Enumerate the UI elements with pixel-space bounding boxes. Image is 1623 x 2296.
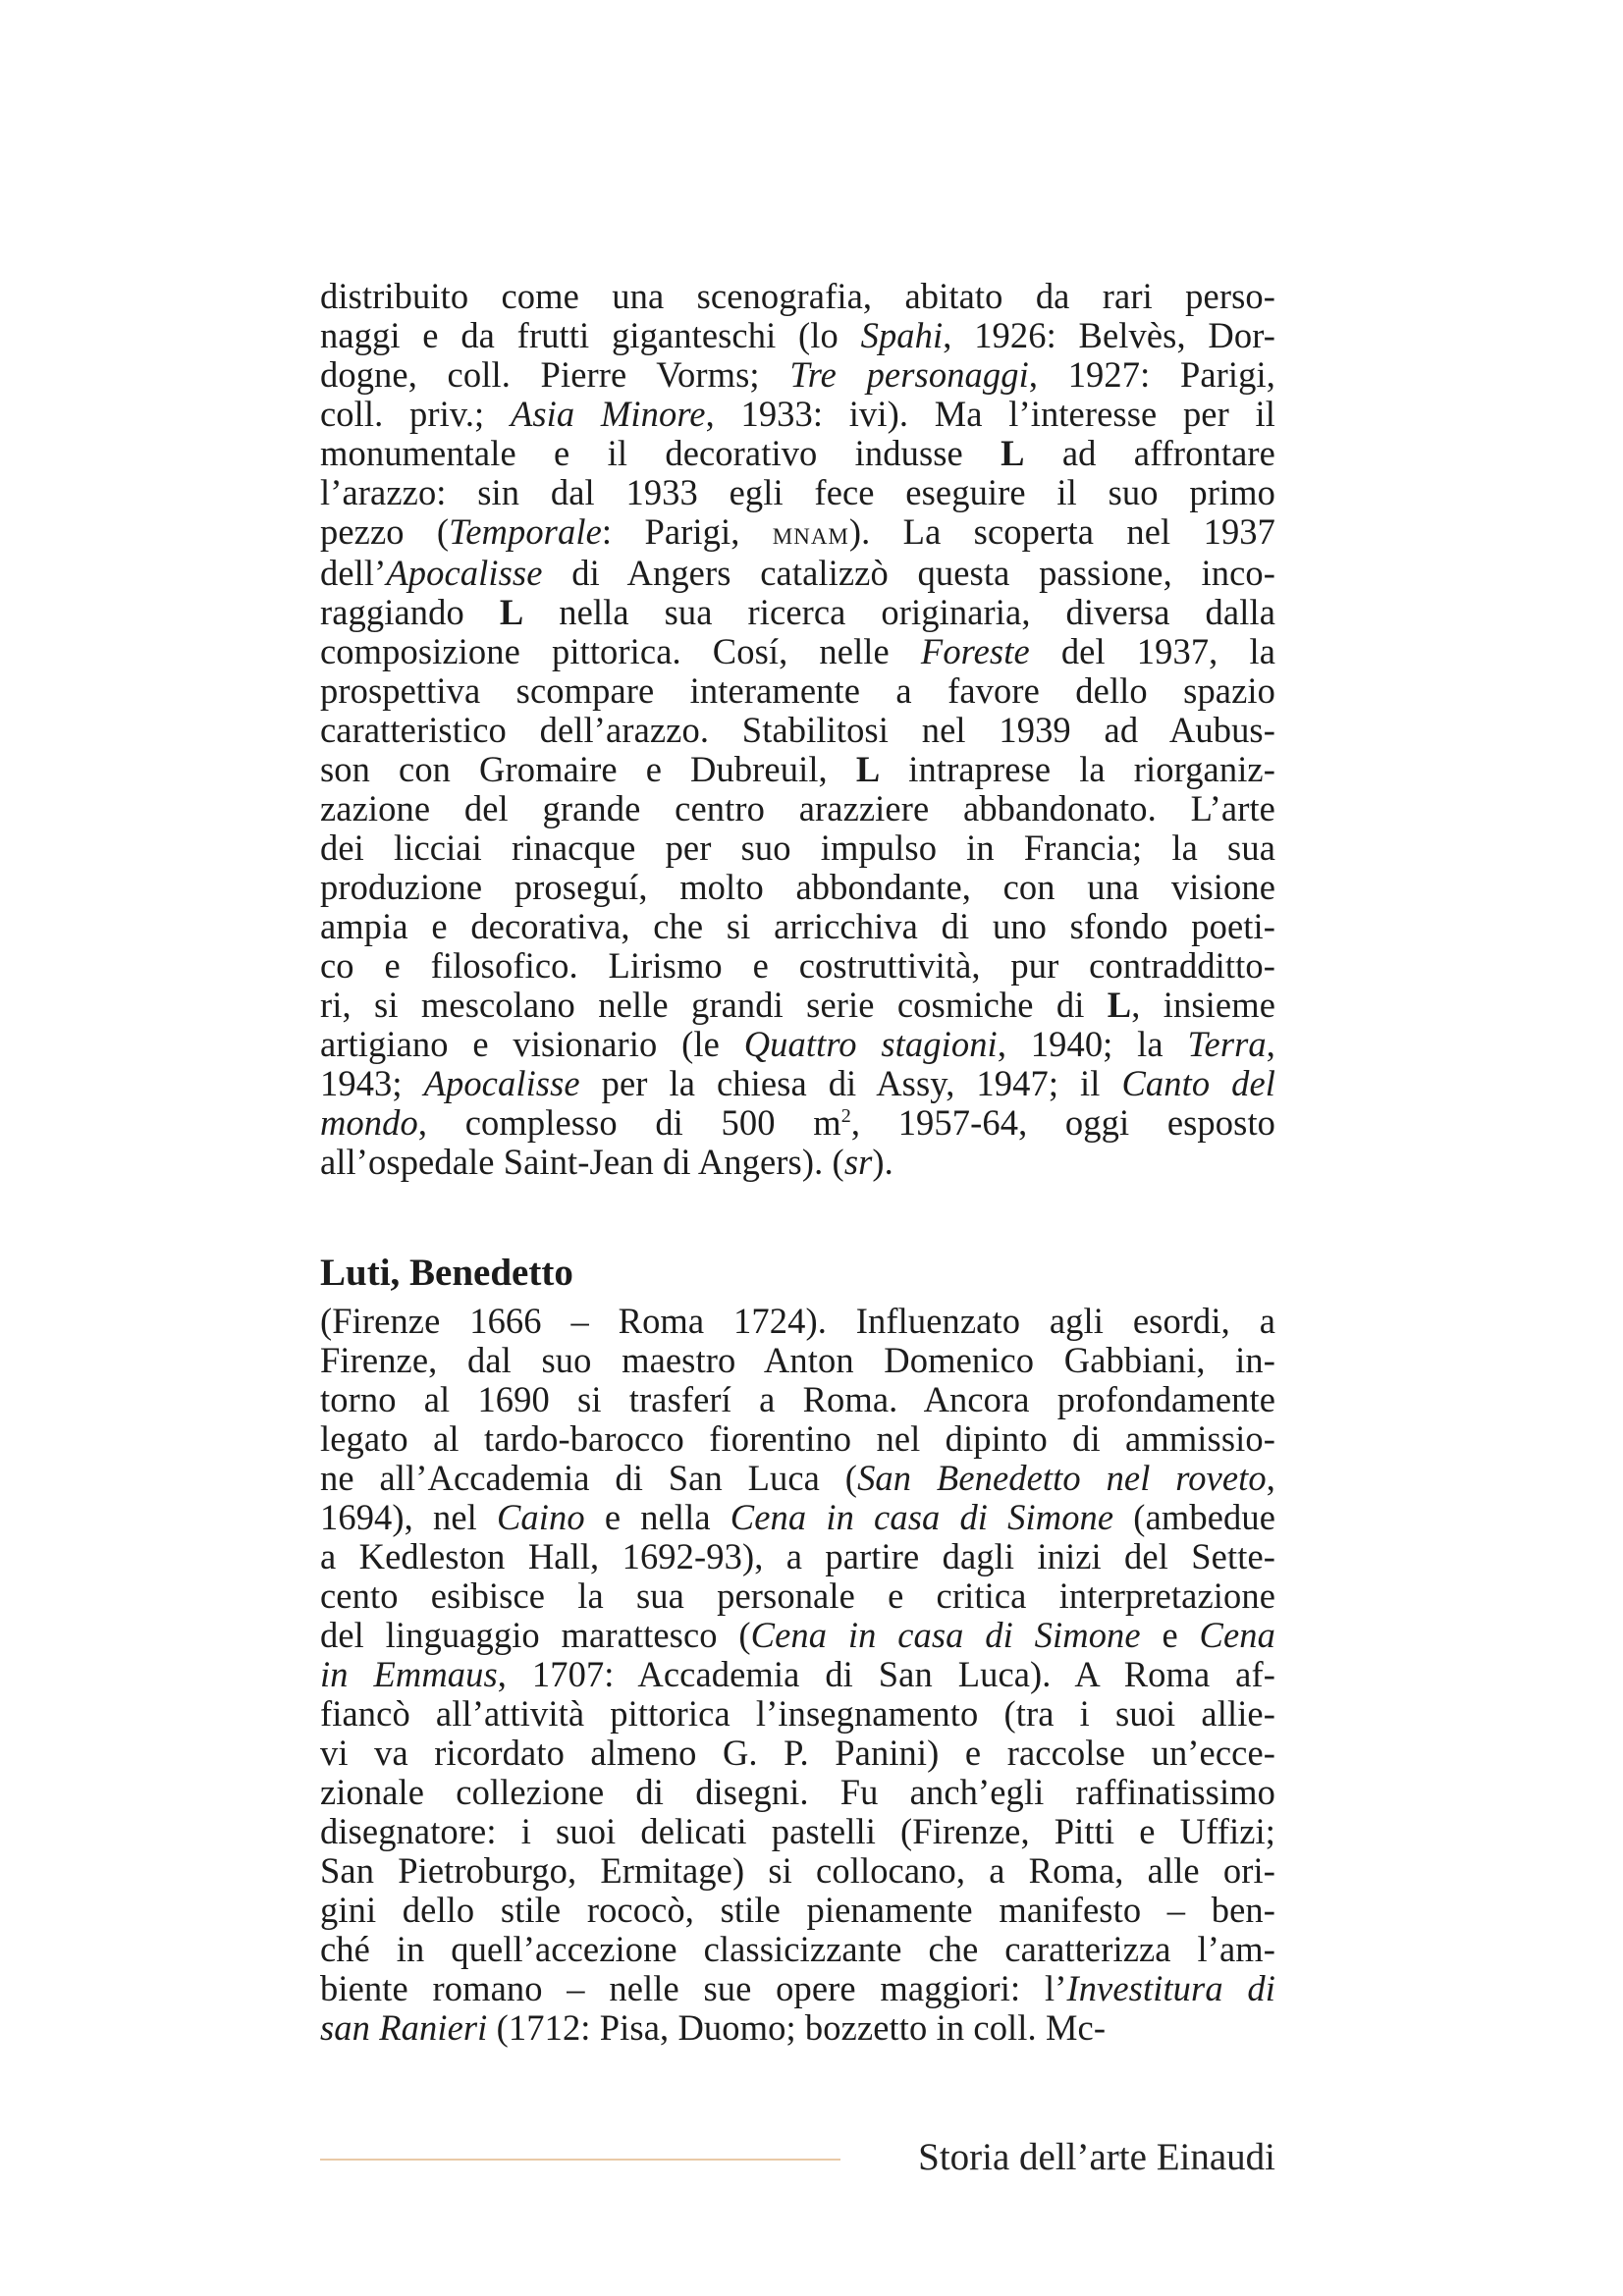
entry-line xyxy=(320,1694,1275,1734)
text-run: , insieme xyxy=(1131,985,1275,1025)
entry_prev-line xyxy=(320,277,1275,316)
entry-line xyxy=(320,1576,1275,1616)
text-run: 1694), nel xyxy=(320,1497,497,1537)
text-run: Cena xyxy=(1199,1615,1275,1655)
entry_prev-line xyxy=(320,395,1275,434)
text-run: ampia e decorativa, che si arricchiva di uno sfondo poeti- xyxy=(320,906,1275,946)
text-run: all’ospedale Saint-Jean di Angers). ( xyxy=(320,1142,844,1182)
entry_prev-line xyxy=(320,946,1275,986)
entry_prev-line xyxy=(320,434,1275,473)
entry-line xyxy=(320,1969,1275,2008)
text-run: disegnatore: i suoi delicati pastelli (Firenze, Pitti e Uffizi; xyxy=(320,1811,1275,1851)
text-run: Quattro stagioni xyxy=(743,1024,998,1064)
entry-line xyxy=(320,1851,1275,1891)
text-run: 1943; xyxy=(320,1063,424,1103)
text-run: ). La scoperta nel 1937 xyxy=(848,511,1275,552)
text-run: zionale collezione di disegni. Fu anch’egli raffinatissimo xyxy=(320,1772,1276,1812)
text-run: del linguaggio marattesco ( xyxy=(320,1615,751,1655)
text-run: Apocalisse xyxy=(423,1063,580,1103)
text-run: dell’ xyxy=(320,553,387,593)
text-run: pezzo ( xyxy=(320,511,450,552)
entry-line xyxy=(320,1812,1275,1851)
entry_prev-line xyxy=(320,593,1275,632)
previous-entry-continuation xyxy=(320,277,1275,1182)
text-run: , 1927: Parigi, xyxy=(1028,354,1275,395)
text-run: mnam xyxy=(772,516,849,552)
text-run: ché in quell’accezione classicizzante che caratterizza l’am- xyxy=(320,1929,1276,1969)
text-run: a Kedleston Hall, 1692-93), a partire dagli inizi del Sette- xyxy=(320,1536,1275,1576)
text-run: prospettiva scompare interamente a favore dello spazio xyxy=(320,670,1275,711)
entry-heading: Luti, Benedetto xyxy=(320,1252,573,1294)
text-run: nella sua ricerca originaria, diversa dalla xyxy=(523,592,1275,632)
entry_prev-line xyxy=(320,554,1275,593)
text-run: Foreste xyxy=(920,631,1030,671)
entry-line xyxy=(320,1302,1275,1341)
entry_prev-line xyxy=(320,671,1275,711)
text-run: in Emmaus xyxy=(320,1654,498,1694)
text-run: Firenze, dal suo maestro Anton Domenico Gabbiani, in- xyxy=(320,1340,1275,1380)
text-run: Cena in casa di Simone xyxy=(730,1497,1114,1537)
entry-line xyxy=(320,2008,1275,2048)
text-run: ad affrontare xyxy=(1024,433,1275,473)
text-run: coll. priv.; xyxy=(320,394,511,434)
entry_prev-line xyxy=(320,1143,1275,1182)
entry_prev-line xyxy=(320,473,1275,512)
entry_prev-line xyxy=(320,750,1275,789)
entry-line xyxy=(320,1891,1275,1930)
entry-body xyxy=(320,1302,1275,2048)
entry-line xyxy=(320,1498,1275,1537)
entry-line xyxy=(320,1616,1275,1655)
text-run: ). xyxy=(872,1142,893,1182)
text-run: vi va ricordato almeno G. P. Panini) e raccolse un’ecce- xyxy=(320,1733,1276,1773)
entry-line xyxy=(320,1459,1275,1498)
text-run: monumentale e il decorativo indusse xyxy=(320,433,1001,473)
text-run: zazione del grande centro arazziere abbandonato. L’arte xyxy=(320,788,1275,828)
text-run: san Ranieri xyxy=(320,2007,488,2048)
text-run: son con Gromaire e Dubreuil, xyxy=(320,749,856,789)
text-run: caratteristico dell’arazzo. Stabilitosi nel 1939 ad Aubus- xyxy=(320,710,1275,750)
text-run: L xyxy=(1001,433,1025,473)
text-run: per la chiesa di Assy, 1947; il xyxy=(579,1063,1122,1103)
entry_prev-line xyxy=(320,986,1275,1025)
entry_prev-line xyxy=(320,789,1275,828)
text-run: co e filosofico. Lirismo e costruttività, pur contradditto- xyxy=(320,945,1276,986)
text-run: : Parigi, xyxy=(601,511,773,552)
text-run: , 1933: ivi). Ma l’interesse per il xyxy=(705,394,1275,434)
entry-line xyxy=(320,1930,1275,1969)
text-run: biente romano – nelle sue opere maggiori: l’ xyxy=(320,1968,1067,2008)
text-run: Canto del xyxy=(1121,1063,1276,1103)
text-run: ne all’Accademia di San Luca ( xyxy=(320,1458,858,1498)
text-run: Temporale xyxy=(449,511,602,552)
text-run: intraprese la riorganiz- xyxy=(880,749,1275,789)
text-run: l’arazzo: sin dal 1933 egli fece eseguire il suo primo xyxy=(320,472,1276,512)
entry_prev-line xyxy=(320,1025,1275,1064)
entry_prev-line xyxy=(320,711,1275,750)
text-run: (1712: Pisa, Duomo; bozzetto in coll. Mc- xyxy=(487,2007,1107,2048)
entry_prev-line xyxy=(320,355,1275,395)
text-run: Terra xyxy=(1187,1024,1267,1064)
entry-line xyxy=(320,1655,1275,1694)
text-run: L xyxy=(1107,985,1132,1025)
page-footer xyxy=(320,2135,1275,2182)
entry-line xyxy=(320,1380,1275,1419)
text-run: (ambedue xyxy=(1113,1497,1276,1537)
text-run: raggiando xyxy=(320,592,500,632)
text-run: , 1940; la xyxy=(997,1024,1188,1064)
text-run: , complesso di 500 m xyxy=(417,1102,841,1143)
text-run: Cena in casa di Simone xyxy=(750,1615,1141,1655)
text-run: Tre personaggi xyxy=(789,354,1029,395)
text-run: dei licciai rinacque per suo impulso in Francia; la sua xyxy=(320,828,1275,868)
entry-separator xyxy=(320,1182,1275,1253)
text-run: L xyxy=(499,592,524,632)
text-run: 2 xyxy=(840,1104,851,1127)
text-run: composizione pittorica. Cosí, nelle xyxy=(320,631,921,671)
entry-line xyxy=(320,1341,1275,1380)
entry_prev-line xyxy=(320,1064,1275,1103)
entry-line xyxy=(320,1773,1275,1812)
text-run: mondo xyxy=(320,1102,418,1143)
text-run: di Angers catalizzò questa passione, inco- xyxy=(542,553,1275,593)
text-run: dogne, coll. Pierre Vorms; xyxy=(320,354,790,395)
entry-line xyxy=(320,1537,1275,1576)
text-run: produzione proseguí, molto abbondante, con una visione xyxy=(320,867,1276,907)
text-run: ri, si mescolano nelle grandi serie cosmiche di xyxy=(320,985,1108,1025)
text-run: torno al 1690 si trasferí a Roma. Ancora profondamente xyxy=(320,1379,1276,1419)
text-run: Spahi xyxy=(860,315,944,355)
text-run: Apocalisse xyxy=(386,553,543,593)
entry_prev-line xyxy=(320,868,1275,907)
text-run: e nella xyxy=(584,1497,730,1537)
text-run: , 1707: Accademia di San Luca). A Roma af- xyxy=(497,1654,1275,1694)
text-run: naggi e da frutti giganteschi (lo xyxy=(320,315,861,355)
text-run: , xyxy=(1266,1024,1276,1064)
text-run: e xyxy=(1140,1615,1200,1655)
text-run: fiancò all’attività pittorica l’insegnamento (tra i suoi allie- xyxy=(320,1693,1275,1734)
text-run: Caino xyxy=(496,1497,585,1537)
text-run: Investitura di xyxy=(1066,1968,1275,2008)
text-run: San Pietroburgo, Ermitage) si collocano, a Roma, alle ori- xyxy=(320,1850,1275,1891)
text-run: del 1937, la xyxy=(1029,631,1276,671)
text-column xyxy=(320,277,1275,2048)
text-run: , 1926: Belvès, Dor- xyxy=(943,315,1276,355)
entry-line xyxy=(320,1419,1275,1459)
entry_prev-line xyxy=(320,512,1275,554)
entry_prev-line xyxy=(320,907,1275,946)
text-run: gini dello stile rococò, stile pienamente manifesto – ben- xyxy=(320,1890,1275,1930)
text-run: San Benedetto nel roveto xyxy=(857,1458,1267,1498)
text-run: , 1957-64, oggi esposto xyxy=(850,1102,1276,1143)
text-run: sr xyxy=(843,1142,873,1182)
text-run: L xyxy=(855,749,881,789)
text-run: (Firenze 1666 – Roma 1724). Influenzato agli esordi, a xyxy=(320,1301,1275,1341)
text-run: cento esibisce la sua personale e critica interpretazione xyxy=(320,1575,1275,1616)
text-run: artigiano e visionario (le xyxy=(320,1024,744,1064)
footer-rule xyxy=(320,2159,840,2161)
entry_prev-line xyxy=(320,632,1275,671)
text-run: , xyxy=(1266,1458,1276,1498)
entry-line xyxy=(320,1734,1275,1773)
entry_prev-line xyxy=(320,828,1275,868)
entry_prev-line xyxy=(320,316,1275,355)
footer-publication-title: Storia dell’arte Einaudi xyxy=(918,2136,1275,2178)
text-run: Asia Minore xyxy=(510,394,706,434)
entry_prev-line xyxy=(320,1103,1275,1143)
text-run: legato al tardo-barocco fiorentino nel dipinto di ammissio- xyxy=(320,1418,1276,1459)
text-run: distribuito come una scenografia, abitato da rari perso- xyxy=(320,276,1275,316)
